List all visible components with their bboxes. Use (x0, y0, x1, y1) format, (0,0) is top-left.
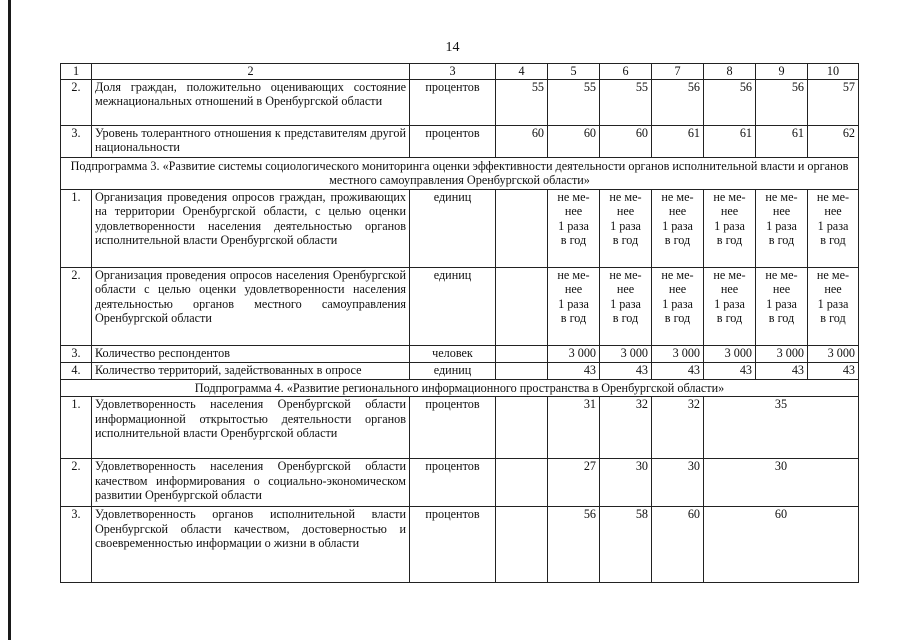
table-row (61, 397, 859, 459)
value-cell: 60 (652, 507, 704, 583)
value-cell (496, 459, 548, 507)
value-cell: не ме- нее 1 раза в год (808, 189, 859, 267)
unit: процентов (410, 397, 496, 459)
row-number: 2. (61, 459, 92, 507)
value-cell: не ме- нее 1 раза в год (600, 189, 652, 267)
value-cell (496, 345, 548, 362)
value-cell: 55 (600, 79, 652, 125)
header-cell: 10 (808, 64, 859, 80)
indicator-name: Организация проведения опросов населения Оренбургской области с целью оценки удовлетворенности населения деятельностью органов местного самоуправления Оренбургской области (92, 267, 410, 345)
value-cell: не ме- нее 1 раза в год (652, 189, 704, 267)
value-cell: 43 (808, 362, 859, 379)
value-cell: 3 000 (600, 345, 652, 362)
page-number: 14 (445, 40, 460, 55)
unit: процентов (410, 459, 496, 507)
value-cell: 55 (548, 79, 600, 125)
header-cell: 3 (410, 64, 496, 80)
value-cell: 62 (808, 125, 859, 157)
value-cell: 3 000 (808, 345, 859, 362)
value-cell: 56 (548, 507, 600, 583)
value-cell: не ме- нее 1 раза в год (548, 189, 600, 267)
unit: процентов (410, 125, 496, 157)
indicator-name: Уровень толерантного отношения к представителям другой национальности (92, 125, 410, 157)
header-cell: 8 (704, 64, 756, 80)
value-cell: 55 (496, 79, 548, 125)
value-cell (496, 189, 548, 267)
value-cell (496, 507, 548, 583)
indicator-name: Удовлетворенность органов исполнительной власти Оренбургской области качеством, достоверностью и своевременностью информации о жизни в области (92, 507, 410, 583)
table-row (61, 507, 859, 583)
value-cell: 43 (600, 362, 652, 379)
row-number: 2. (61, 267, 92, 345)
value-cell: 56 (652, 79, 704, 125)
value-cell: 43 (756, 362, 808, 379)
header-cell: 1 (61, 64, 92, 80)
table-row (61, 362, 859, 379)
row-number: 1. (61, 397, 92, 459)
value-cell (496, 362, 548, 379)
value-cell: не ме- нее 1 раза в год (808, 267, 859, 345)
indicator-name: Количество территорий, задействованных в опросе (92, 362, 410, 379)
value-cell: 56 (704, 79, 756, 125)
value-cell: 60 (496, 125, 548, 157)
indicator-name: Количество респондентов (92, 345, 410, 362)
unit: единиц (410, 189, 496, 267)
value-cell-merged: 60 (704, 507, 859, 583)
value-cell: 57 (808, 79, 859, 125)
value-cell: не ме- нее 1 раза в год (756, 267, 808, 345)
left-margin-rule (8, 0, 11, 640)
subprogram-row (61, 157, 859, 189)
value-cell-merged: 30 (704, 459, 859, 507)
value-cell: 32 (600, 397, 652, 459)
value-cell: 3 000 (756, 345, 808, 362)
value-cell: 60 (548, 125, 600, 157)
header-cell: 9 (756, 64, 808, 80)
value-cell: 61 (756, 125, 808, 157)
indicators-table (60, 63, 859, 583)
value-cell: 56 (756, 79, 808, 125)
value-cell: не ме- нее 1 раза в год (704, 189, 756, 267)
table-row (61, 267, 859, 345)
value-cell: 43 (704, 362, 756, 379)
indicator-name: Организация проведения опросов граждан, проживающих на территории Оренбургской области, с целью оценки удовлетворенности населения деятельностью органов исполнительной власти Оренбургской области (92, 189, 410, 267)
table-row (61, 345, 859, 362)
value-cell: 3 000 (652, 345, 704, 362)
row-number: 1. (61, 189, 92, 267)
unit: единиц (410, 267, 496, 345)
value-cell: не ме- нее 1 раза в год (600, 267, 652, 345)
value-cell: 3 000 (704, 345, 756, 362)
table-row (61, 125, 859, 157)
header-cell: 2 (92, 64, 410, 80)
indicator-name: Удовлетворенность населения Оренбургской области информационной открытостью деятельности органов исполнительной власти Оренбургской области (92, 397, 410, 459)
value-cell: 58 (600, 507, 652, 583)
header-cell: 4 (496, 64, 548, 80)
value-cell: 43 (548, 362, 600, 379)
value-cell: 32 (652, 397, 704, 459)
row-number: 3. (61, 507, 92, 583)
value-cell: 27 (548, 459, 600, 507)
value-cell: не ме- нее 1 раза в год (652, 267, 704, 345)
value-cell: 30 (652, 459, 704, 507)
indicator-name: Удовлетворенность населения Оренбургской области качеством информирования о социально-экономическом развитии Оренбургской области (92, 459, 410, 507)
table-row (61, 79, 859, 125)
value-cell: 61 (652, 125, 704, 157)
unit: человек (410, 345, 496, 362)
row-number: 3. (61, 345, 92, 362)
value-cell: 3 000 (548, 345, 600, 362)
subprogram-4-title: Подпрограмма 4. «Развитие регионального информационного пространства в Оренбургской области» (61, 379, 859, 397)
header-cell: 6 (600, 64, 652, 80)
header-cell: 7 (652, 64, 704, 80)
header-cell: 5 (548, 64, 600, 80)
value-cell: не ме- нее 1 раза в год (548, 267, 600, 345)
row-number: 2. (61, 79, 92, 125)
unit: процентов (410, 507, 496, 583)
table-row (61, 459, 859, 507)
unit: процентов (410, 79, 496, 125)
value-cell: не ме- нее 1 раза в год (704, 267, 756, 345)
indicator-name: Доля граждан, положительно оценивающих состояние межнациональных отношений в Оренбургской области (92, 79, 410, 125)
value-cell: не ме- нее 1 раза в год (756, 189, 808, 267)
row-number: 3. (61, 125, 92, 157)
value-cell: 31 (548, 397, 600, 459)
subprogram-row (61, 379, 859, 397)
value-cell: 30 (600, 459, 652, 507)
header-row (61, 64, 859, 80)
value-cell: 43 (652, 362, 704, 379)
value-cell (496, 397, 548, 459)
row-number: 4. (61, 362, 92, 379)
table-row (61, 189, 859, 267)
value-cell: 61 (704, 125, 756, 157)
value-cell-merged: 35 (704, 397, 859, 459)
unit: единиц (410, 362, 496, 379)
value-cell: 60 (600, 125, 652, 157)
value-cell (496, 267, 548, 345)
subprogram-3-title: Подпрограмма 3. «Развитие системы социологического мониторинга оценки эффективности деятельности органов исполнительной власти и органов местного самоуправления Оренбургской области» (61, 157, 859, 189)
